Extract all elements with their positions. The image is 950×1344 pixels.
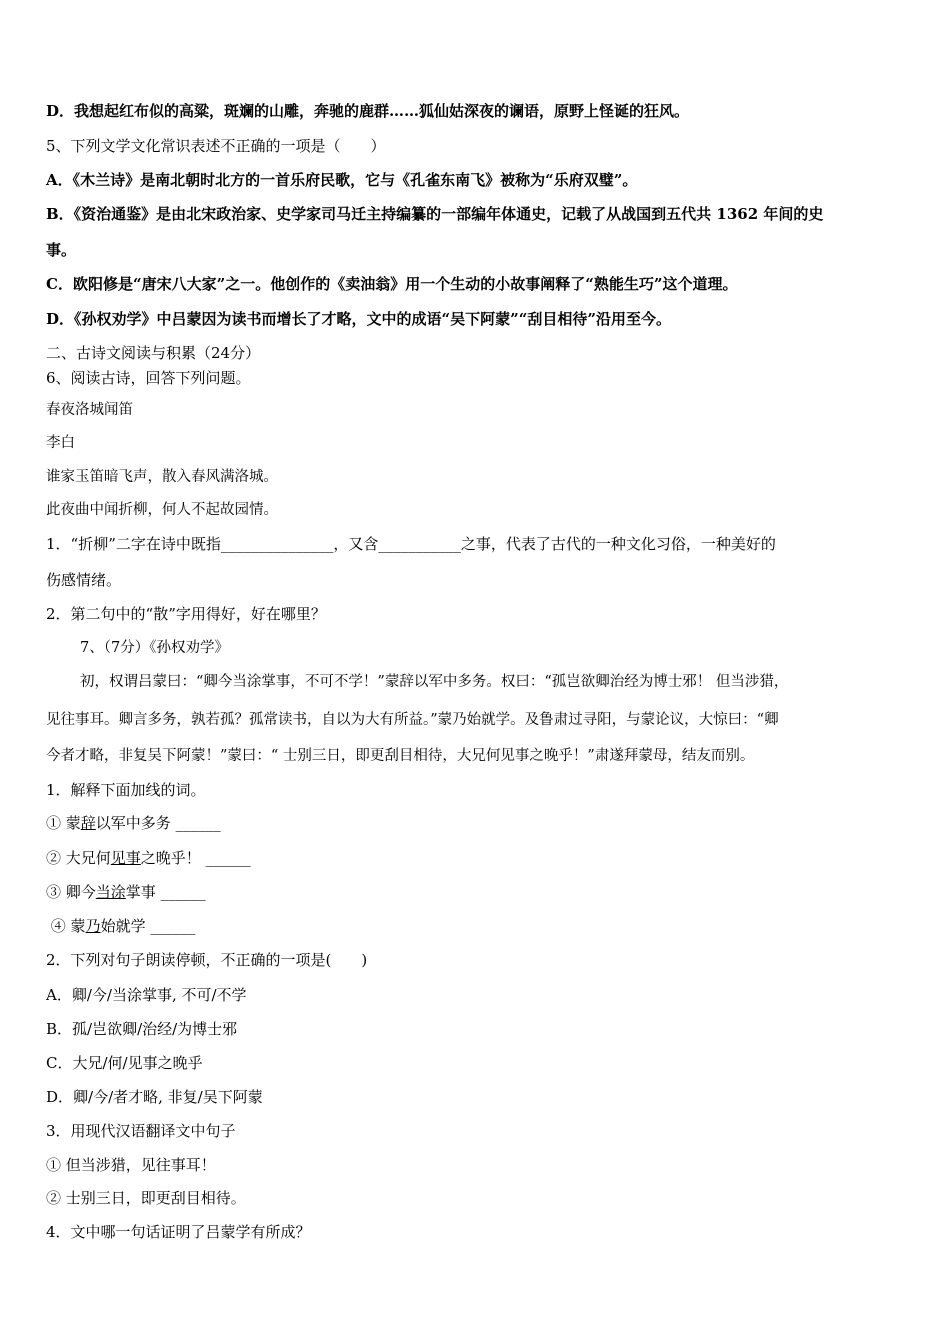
passage-line-2: 见往事耳。卿言多务，孰若孤？孤常读书，自以为大有所益。”蒙乃始就学。及鲁肃过寻阳，与蒙论议，大惊曰：“卿 [46, 712, 779, 728]
q7-sub2-stem: 2．下列对句子朗读停顿，不正确的一项是( ) [46, 951, 368, 969]
q4-option-d: D．我想起红布似的高粱，斑斓的山雕，奔驰的鹿群……狐仙姑深夜的谰语，原野上怪诞的狂风。 [46, 102, 690, 120]
q5-stem: 5、下列文学文化常识表述不正确的一项是（ ） [46, 137, 386, 155]
q5-option-d: D．《孙权劝学》中吕蒙因为读书而增长了才略，文中的成语“吴下阿蒙”“刮目相待”沿用至今。 [46, 310, 672, 328]
q7-sub2-option-a: A．卿/今/当涂掌事, 不可/不学 [46, 986, 247, 1004]
q7-sub3-item-2: ② 士别三日，即更刮目相待。 [46, 1189, 246, 1207]
q7-sub1-stem: 1．解释下面加线的词。 [46, 781, 206, 799]
q7-sub2-option-c: C．大兄/何/见事之晚乎 [46, 1054, 203, 1072]
passage-line-1: 初，权谓吕蒙曰：“卿今当涂掌事，不可不学！”蒙辞以军中多务。权曰：“孤岂欲卿治经为博士邪！ 但当涉猎， [80, 674, 789, 690]
word-item-2-post: 之晚乎！ ______ [140, 849, 251, 867]
word-item-2-pre: ② 大兄何 [46, 849, 111, 867]
poem-title: 春夜洛城闻笛 [46, 402, 133, 418]
passage-line-3: 今者才略，非复吴下阿蒙！”蒙曰：“ 士别三日，即更刮目相待，大兄何见事之晚乎！”肃遂拜蒙母，结友而别。 [46, 748, 755, 764]
q7-stem: 7、（7分）《孙权劝学》 [80, 640, 229, 656]
q7-sub2-option-d: D．卿/今/者才略, 非复/吴下阿蒙 [46, 1088, 263, 1106]
word-item-4 [46, 916, 195, 936]
q5-option-a: A．《木兰诗》是南北朝时北方的一首乐府民歌，它与《孔雀东南飞》被称为“乐府双璧”。 [46, 171, 638, 189]
q7-sub3-stem: 3．用现代汉语翻译文中句子 [46, 1122, 236, 1140]
q5-option-b-line2: 事。 [46, 241, 77, 259]
word-item-1 [46, 813, 221, 833]
section-2-heading: 二、古诗文阅读与积累（24分） [46, 344, 261, 362]
poem-line-2: 此夜曲中闻折柳，何人不起故园情。 [46, 502, 278, 518]
q5-option-b-line1: B．《资治通鉴》是由北宋政治家、史学家司马迁主持编纂的一部编年体通史，记载了从战国到五代共 1362 年间的史 [46, 205, 824, 223]
poem-line-1: 谁家玉笛暗飞声，散入春风满洛城。 [46, 469, 278, 485]
word-item-4-underlined: 乃 [85, 917, 101, 935]
word-item-2 [46, 848, 251, 868]
q6-stem: 6、阅读古诗，回答下列问题。 [46, 369, 251, 387]
q5-option-c: C．欧阳修是“唐宋八大家”之一。他创作的《卖油翁》用一个生动的小故事阐释了“熟能生巧”这个道理。 [46, 275, 738, 293]
word-item-1-post: 以军中多务 ______ [95, 814, 221, 832]
q6-sub1-line1: 1．“折柳”二字在诗中既指_______________，又含___________之事，代表了古代的一种文化习俗，一种美好的 [46, 535, 776, 553]
poem-author: 李白 [46, 435, 75, 451]
word-item-1-underlined: 辞 [80, 814, 96, 832]
word-item-3-pre: ③ 卿今 [46, 883, 96, 901]
word-item-2-underlined: 见事 [110, 849, 141, 867]
word-item-3-underlined: 当涂 [95, 883, 126, 901]
q7-sub3-item-1: ① 但当涉猎，见往事耳！ [46, 1156, 216, 1174]
word-item-4-post: 始就学 ______ [100, 917, 196, 935]
word-item-1-pre: ① 蒙 [46, 814, 81, 832]
word-item-3-post: 掌事 ______ [125, 883, 206, 901]
q7-sub4-stem: 4．文中哪一句话证明了吕蒙学有所成？ [46, 1223, 311, 1241]
word-item-3 [46, 882, 206, 902]
q6-sub1-line2: 伤感情绪。 [46, 571, 122, 589]
q6-sub2: 2．第二句中的“散”字用得好，好在哪里？ [46, 605, 326, 623]
q7-sub2-option-b: B．孤/岂欲卿/治经/为博士邪 [46, 1020, 238, 1038]
word-item-4-pre: ④ 蒙 [46, 917, 86, 935]
